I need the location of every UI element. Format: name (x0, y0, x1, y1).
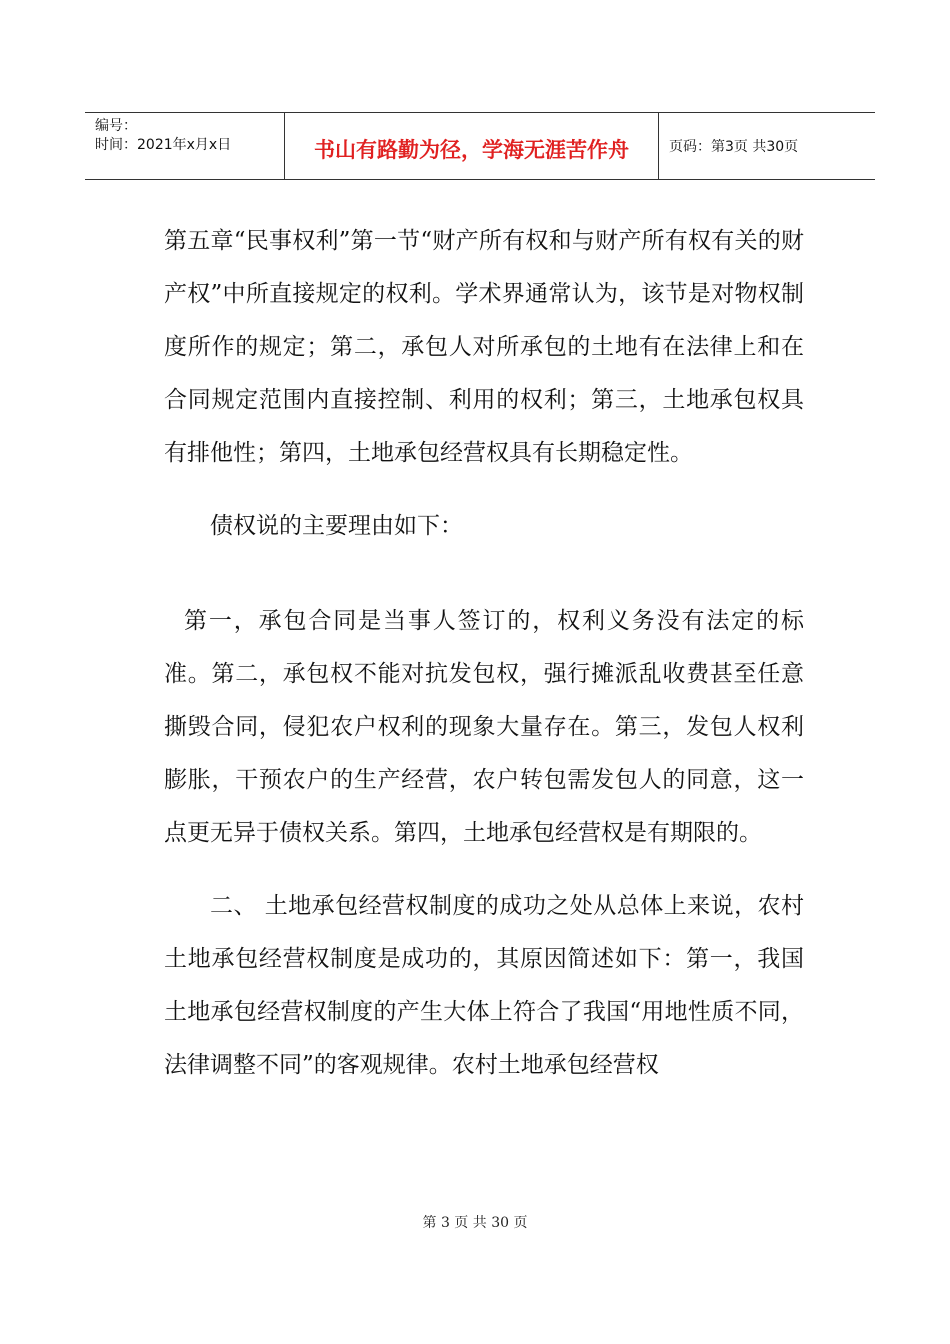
page-header (85, 112, 875, 180)
paragraph-success-of-system: 二、 土地承包经营权制度的成功之处从总体上来说，农村土地承包经营权制度是成功的，其原因简述如下：第一，我国土地承包经营权制度的产生大体上符合了我国“用地性质不同，法律调整不同”的客观规律。农村土地承包经营权 (164, 893, 804, 1078)
header-meta-cell (85, 113, 285, 179)
paragraph-creditor-theory-intro: 债权说的主要理由如下： (210, 513, 463, 539)
document-body (164, 215, 804, 1092)
header-page-info: 页码：第3页 共30页 (669, 139, 799, 155)
document-number-label: 编号： (95, 118, 137, 134)
paragraph-creditor-theory-reasons: 第一，承包合同是当事人签订的，权利义务没有法定的标准。第二，承包权不能对抗发包权，强行摊派乱收费甚至任意撕毁合同，侵犯农户权利的现象大量存在。第三，发包人权利膨胀，干预农户的生产经营，农户转包需发包人的同意，这一点更无异于债权关系。第四，土地承包经营权是有期限的。 (164, 608, 804, 846)
paragraph-property-rights: 第五章“民事权利”第一节“财产所有权和与财产所有权有关的财产权”中所直接规定的权利。学术界通常认为，该节是对物权制度所作的规定；第二，承包人对所承包的土地有在法律上和在合同规定范围内直接控制、利用的权利；第三，土地承包权具有排他性；第四，土地承包经营权具有长期稳定性。 (164, 228, 804, 466)
document-time-label: 时间：2021年x月x日 (95, 137, 232, 153)
header-motto: 书山有路勤为径，学海无涯苦作舟 (285, 113, 659, 179)
page-footer: 第 3 页 共 30 页 (422, 1215, 528, 1231)
